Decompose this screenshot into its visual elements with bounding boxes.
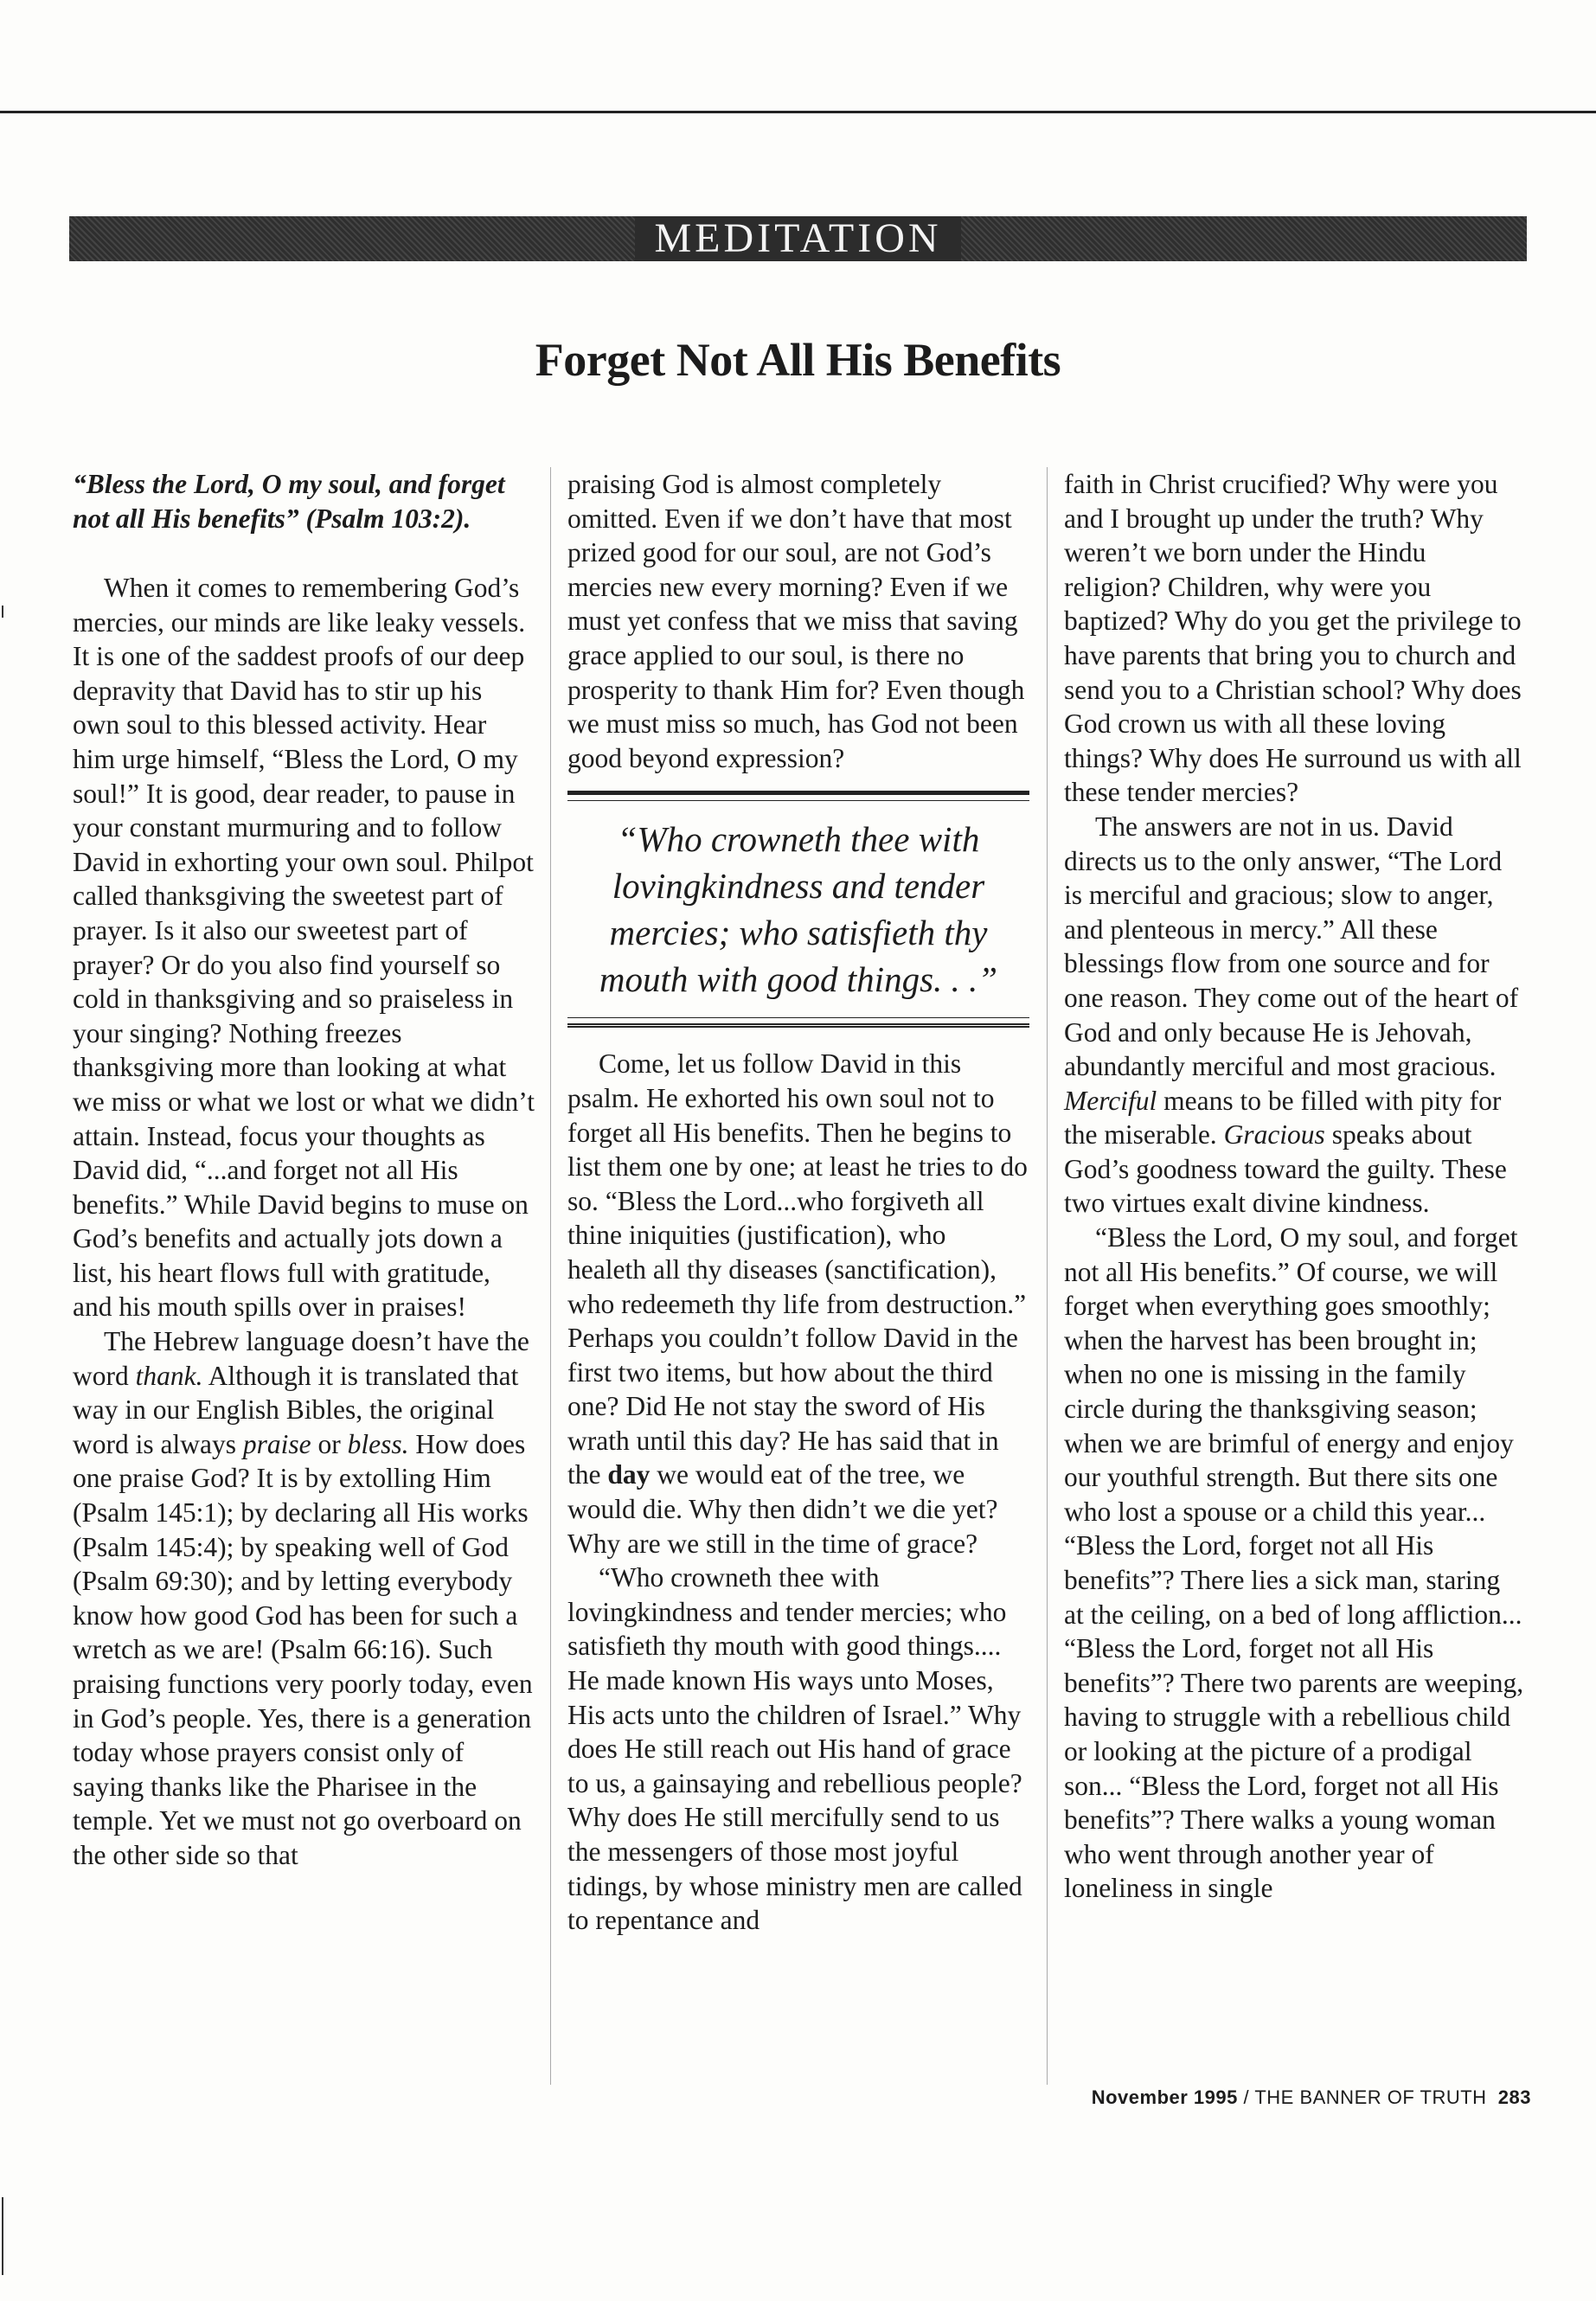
section-header-bar <box>69 216 1527 261</box>
paragraph: praising God is almost completely omitted. Even if we don’t have that most prized good for our soul, are not God’s mercies new every morning? Even if we must yet confess that we miss that saving grace applied to our soul, is there no prosperity to thank Him for? Even though we must miss so much, has God not been good beyond expression? <box>567 469 1025 773</box>
paragraph: “Who crowneth thee with lovingkindness and tender mercies; who satisfieth thy mouth with good things.... He made known His ways unto Moses, His acts unto the children of Israel.” Why does He still reach out His hand of grace to us, a gainsaying and rebellious people? Why does He still mercifully send to us the messengers of those most joyful tidings, by whose ministry men are called to repentance and <box>567 1562 1022 1936</box>
paragraph-text: Come, let us follow David in this psalm. He exhorted his own soul not to forget all His benefits. Then he begins to list them one by one; at least he tries to do so. “Bless the Lord...who forgiveth all thine iniquities (justification), who healeth all thy diseases (sanctification), who redeemeth thy life from destruction.” Perhaps you couldn’t follow David in the first two items, but how about the third one? Did He not stay the sword of His wrath until this day? He has said that in the <box>567 1048 1028 1490</box>
paragraph <box>73 1324 535 1873</box>
article-title: Forget Not All His Benefits <box>535 334 1061 386</box>
epigraph: “Bless the Lord, O my soul, and forget not all His benefits” (Psalm 103:2). <box>73 469 505 534</box>
section-label: MEDITATION <box>635 216 960 261</box>
emphasis: day <box>607 1459 651 1490</box>
paragraph-text: How does one praise God? It is by extolling Him (Psalm 145:1); by declaring all His works (Psalm 145:4); by speaking well of God (Psalm 69:30); and by letting everybody know how good God has been for such a wretch as we are! (Psalm 66:16). Such praising functions very poorly today, even in God’s people. Yes, there is a generation today whose prayers consist only of saying thanks like the Pharisee in the temple. Yet we must not go overboard on the other side so that <box>73 1428 533 1870</box>
column-2 <box>567 467 1029 1938</box>
paragraph <box>567 1047 1029 1561</box>
issue-date: November 1995 <box>1091 2086 1238 2108</box>
emphasis: thank. <box>135 1360 203 1391</box>
column-3 <box>1064 467 1526 1906</box>
paragraph: faith in Christ crucified? Why were you and I brought up under the truth? Why weren’t we born under the Hindu religion? Children, why were you baptized? Why do you get the privilege to have parents that bring you to church and send you to a Christian school? Why does God crown us with all these loving things? Why does He surround us with all these tender mercies? <box>1064 469 1522 808</box>
paragraph <box>73 571 535 1324</box>
paragraph-text: or <box>311 1428 348 1459</box>
pull-quote <box>567 791 1029 1028</box>
paragraph: “Bless the Lord, O my soul, and forget not all His benefits.” Of course, we will forget when everything goes smoothly; when the harvest has been brought in; when no one is missing in the family circle during the thanksgiving season; when we are brimful of energy and enjoy our youthful strength. But there sits one who lost a spouse or a child this year... “Bless the Lord, forget not all His benefits”? There lies a sick man, staring at the ceiling, on a bed of long affliction... “Bless the Lord, forget not all His benefits”? There two parents are weeping, having to struggle with a rebellious child or looking at the picture of a prodigal son... “Bless the Lord, forget not all His benefits”? There walks a young woman who went through another year of loneliness in single <box>1064 1222 1524 1904</box>
page-footer <box>1064 2086 1531 2109</box>
pull-quote-text: “Who crowneth thee with lovingkindness and tender mercies; who satisfieth thy mouth with good things. . .” <box>599 819 998 1000</box>
emphasis: Merciful <box>1064 1085 1157 1116</box>
emphasis: praise <box>242 1428 311 1459</box>
column-1 <box>73 467 535 1873</box>
paragraph-text: The answers are not in us. David directs us to the only answer, “The Lord is merciful and gracious; slow to anger, and plenteous in mercy.” All these blessings flow from one source and for one reason. They come out of the heart of God and only because He is Jehovah, abundantly merciful and most gracious. <box>1064 811 1519 1082</box>
paragraph <box>1064 810 1526 1221</box>
paragraph-text: The Hebrew language doesn’t have the word <box>73 1326 529 1391</box>
column-divider <box>1047 467 1048 2085</box>
scan-edge-mark <box>2 606 3 618</box>
emphasis: bless. <box>347 1428 409 1459</box>
footer-separator: / <box>1237 2086 1255 2108</box>
paragraph-text: speaks about God’s goodness toward the guilty. These two virtues exalt divine kindness. <box>1064 1119 1507 1219</box>
top-rule <box>0 111 1596 113</box>
publication-name: THE BANNER OF TRUTH <box>1254 2086 1487 2108</box>
paragraph-text: we would eat of the tree, we would die. Why then didn’t we die yet? Why are we still in the time of grace? <box>567 1459 998 1559</box>
paragraph-text: Although it is translated that way in our English Bibles, the original word is always <box>73 1360 519 1459</box>
scan-edge-mark <box>2 2197 3 2275</box>
paragraph-text: When it comes to remembering God’s mercies, our minds are like leaky vessels. It is one of the saddest proofs of our deep depravity that David has to stir up his own soul to this blessed activity. Hear him urge himself, “Bless the Lord, O my soul!” It is good, dear reader, to pause in your constant murmuring and to follow David in exhorting your own soul. Philpot called thanksgiving the sweetest part of prayer. Is it also our sweetest part of prayer? Or do you also find yourself so cold in thanksgiving and so praiseless in your singing? Nothing freezes thanksgiving more than looking at what we miss or what we lost or what we didn’t attain. Instead, focus your thoughts as David did, “...and forget not all His benefits.” While David begins to muse on God’s benefits and actually jots down a list, his heart flows full with gratitude, and his mouth spills over in praises! <box>73 573 535 1323</box>
emphasis: Gracious <box>1223 1119 1325 1150</box>
page-number: 283 <box>1497 2086 1531 2108</box>
column-divider <box>550 467 551 2085</box>
paragraph-text: means to be filled with pity for the miserable. <box>1064 1085 1502 1150</box>
